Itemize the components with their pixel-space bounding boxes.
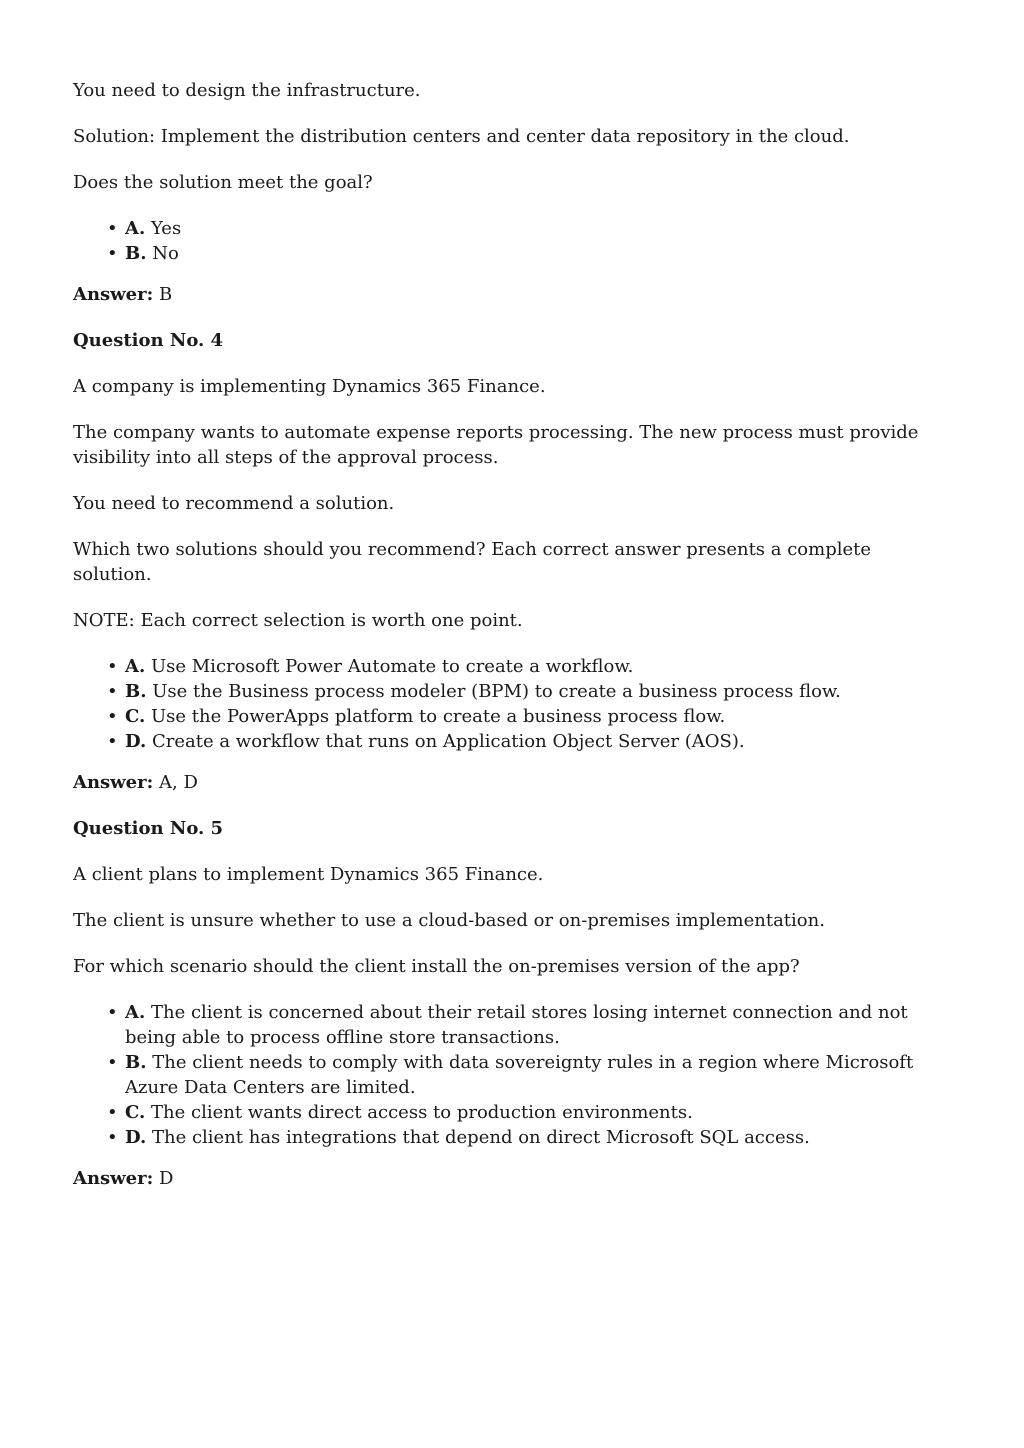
option-letter: D. <box>125 1127 147 1148</box>
option-text: The client needs to comply with data sovereignty rules in a region where Microsoft Azure Data Centers are limited. <box>125 1052 914 1098</box>
option-text: The client is concerned about their retail stores losing internet connection and not being able to process offline store transactions. <box>125 1002 908 1048</box>
option-b <box>125 1050 943 1100</box>
option-text: Use the Business process modeler (BPM) to create a business process flow. <box>152 681 841 702</box>
question-4 <box>73 328 943 795</box>
option-letter: C. <box>125 1102 146 1123</box>
question-5 <box>73 816 943 1191</box>
question-text: A company is implementing Dynamics 365 Finance. <box>73 376 546 397</box>
question-3 <box>73 78 943 307</box>
answer-options <box>73 654 943 754</box>
option-text: Yes <box>150 218 182 239</box>
option-letter: C. <box>125 706 146 727</box>
option-text: Use the PowerApps platform to create a business process flow. <box>151 706 726 727</box>
question-title: Question No. 4 <box>73 330 224 351</box>
answer-options <box>73 216 943 266</box>
option-letter: A. <box>125 656 146 677</box>
option-text: No <box>152 243 179 264</box>
question-text: A client plans to implement Dynamics 365 Finance. <box>73 864 544 885</box>
option-letter: B. <box>125 243 147 264</box>
option-text: The client wants direct access to production environments. <box>151 1102 693 1123</box>
question-text: The company wants to automate expense reports processing. The new process must provide visibility into all steps of the approval process. <box>73 422 919 468</box>
answer-line <box>73 1166 943 1191</box>
option-letter: B. <box>125 1052 147 1073</box>
option-text: Create a workflow that runs on Application Object Server (AOS). <box>151 731 745 752</box>
option-b <box>125 679 943 704</box>
option-a <box>125 216 943 241</box>
option-letter: A. <box>125 1002 146 1023</box>
answer-value: B <box>159 284 173 305</box>
solution-text: Solution: Implement the distribution centers and center data repository in the cloud. <box>73 126 850 147</box>
option-text: The client has integrations that depend on direct Microsoft SQL access. <box>151 1127 810 1148</box>
answer-value: D <box>159 1168 174 1189</box>
question-text: The client is unsure whether to use a cloud-based or on-premises implementation. <box>73 910 825 931</box>
question-prompt: Does the solution meet the goal? <box>73 172 373 193</box>
answer-value: A, D <box>159 772 198 793</box>
note-text: NOTE: Each correct selection is worth one point. <box>73 610 523 631</box>
answer-line <box>73 282 943 307</box>
answer-options <box>73 1000 943 1150</box>
option-letter: D. <box>125 731 147 752</box>
option-letter: B. <box>125 681 147 702</box>
question-text: You need to recommend a solution. <box>73 493 395 514</box>
option-text: Use Microsoft Power Automate to create a workflow. <box>150 656 634 677</box>
option-d <box>125 729 943 754</box>
option-c <box>125 1100 943 1125</box>
answer-label: Answer: <box>73 1168 154 1189</box>
question-prompt: Which two solutions should you recommend? Each correct answer presents a complete solution. <box>73 539 872 585</box>
answer-line <box>73 770 943 795</box>
question-text: You need to design the infrastructure. <box>73 80 421 101</box>
answer-label: Answer: <box>73 284 154 305</box>
option-letter: A. <box>125 218 146 239</box>
option-d <box>125 1125 943 1150</box>
option-a <box>125 654 943 679</box>
option-a <box>125 1000 943 1050</box>
answer-label: Answer: <box>73 772 154 793</box>
document-page <box>73 78 943 1212</box>
question-prompt: For which scenario should the client install the on-premises version of the app? <box>73 956 800 977</box>
question-title: Question No. 5 <box>73 818 224 839</box>
option-b <box>125 241 943 266</box>
option-c <box>125 704 943 729</box>
